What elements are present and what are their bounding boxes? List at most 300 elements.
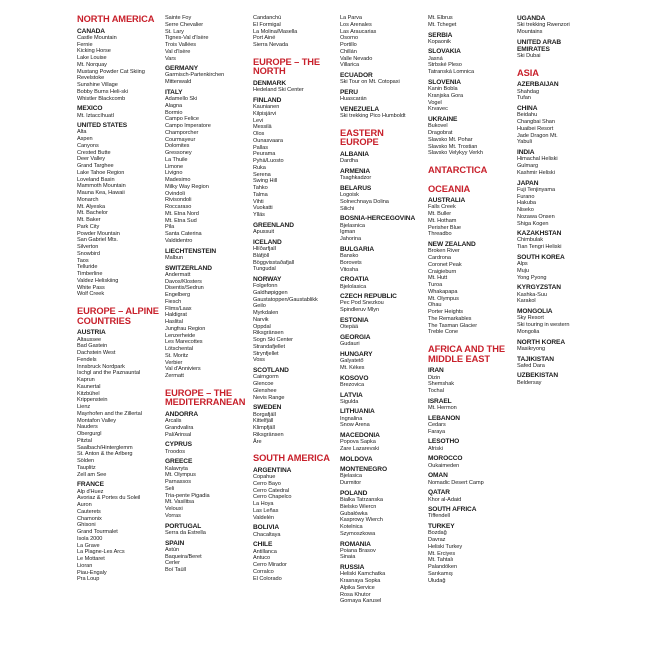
resort-name: San Gabriel Mts. (77, 237, 118, 244)
resort-name: St. Moritz (165, 352, 189, 359)
resort-name: Ski Tour on Mt. Cotopaxi (340, 79, 400, 86)
resort-name: Champorcher (165, 129, 199, 136)
resort-name: Candanchú (253, 15, 282, 21)
index-column-1 (77, 15, 161, 583)
resort-name: Levi (253, 117, 264, 124)
resort-name: Jade Dragon Mt. (517, 132, 558, 139)
resort-name: Mt. Bachelor (77, 210, 108, 217)
resort-name: Campo Imperatore (165, 123, 211, 130)
country-heading: SLOVENIA (428, 78, 461, 86)
country-heading: EMIRATES (517, 45, 550, 53)
resort-name: Mt. Iztaccíhuatl (77, 112, 114, 119)
resort-name: Glencoe (253, 381, 274, 388)
resort-name: Olos (253, 131, 265, 138)
resort-name: Coronet Peak (428, 261, 462, 268)
resort-name: Huascarán (340, 96, 367, 103)
country-heading: ITALY (165, 88, 183, 96)
resort-name: Rivisondoli (165, 197, 192, 204)
country-heading: INDIA (517, 149, 535, 157)
resort-name: Los Arenales (340, 21, 372, 28)
resort-name: Sierra Nevada (253, 42, 289, 48)
resort-name: Flims/Laax (165, 305, 192, 312)
resort-name: Logoisk (340, 192, 359, 199)
country-heading: ARMENIA (340, 168, 371, 175)
resort-name: Mountains (517, 28, 543, 35)
resort-name: Perisher Blue (428, 224, 461, 231)
resort-name: Sainte Foy (165, 15, 192, 21)
resort-name: Valdelén (253, 514, 274, 521)
resort-name: Ski trekking Pico Humboldt (340, 113, 406, 120)
resort-name: Le Mottaret (77, 556, 105, 563)
country-heading: LIECHTENSTEIN (165, 247, 217, 255)
resort-name: Riksgränsen (253, 330, 284, 337)
resort-name: Borovets (340, 259, 362, 266)
resort-name: Zermatt (165, 373, 184, 380)
resort-name: Antillanca (253, 548, 277, 555)
resort-name: Las Leñas (253, 507, 279, 514)
resort-name: Oppdal (253, 323, 271, 330)
resort-name: Boí Taüll (165, 567, 186, 574)
country-heading: BOLIVIA (253, 524, 280, 532)
resort-name: Ischgl and the Paznauntal (77, 370, 141, 377)
resort-name: Hakuba (517, 200, 536, 207)
resort-name: Villarica (340, 62, 360, 69)
resort-name: Kicking Horse (77, 48, 111, 55)
resort-name: Santa Caterina (165, 231, 202, 238)
resort-name: Zell am See (77, 471, 107, 478)
resort-name: Krasnaya Sopka (340, 578, 381, 585)
resort-name: Ounasvaara (253, 137, 283, 144)
resort-name: Durmitor (340, 480, 362, 487)
resort-name: Bielsko Wiercn (340, 503, 377, 510)
resort-name: Tiffendell (428, 513, 450, 520)
resort-name: Mt. Vasilitsa (165, 499, 195, 506)
resort-name: Nauders (77, 424, 98, 431)
resort-name: Hedeland Ski Center (253, 87, 304, 94)
resort-name: Limone (165, 163, 184, 170)
resort-name: Fendels (77, 356, 97, 363)
resort-name: Val d'Isère (165, 48, 191, 55)
resort-name: Wolf Creek (77, 291, 105, 298)
resort-name: Lioran (77, 562, 93, 569)
country-heading: MONGOLIA (517, 308, 553, 316)
resort-name: Heliski Turkey (428, 543, 463, 550)
resort-name: Heliski Kamchatka (340, 571, 386, 578)
resort-name: Bobby Burns Heli-ski (77, 88, 128, 95)
resort-name: Sigulda (340, 398, 359, 405)
resort-name: Bjelasica (340, 473, 362, 480)
resort-name: Bozdağ (428, 530, 447, 537)
resort-name: Montafon Valley (77, 417, 116, 424)
resort-name: Dragobrat (428, 130, 453, 137)
resort-name: Serre Chevalier (165, 21, 204, 28)
country-heading: CHILE (253, 541, 273, 549)
resort-name: Lake Louise (77, 55, 107, 62)
country-heading: UGANDA (517, 15, 546, 22)
resort-name: Revelstoke (77, 75, 105, 82)
resort-name: Vitosha (340, 266, 359, 273)
resort-name: Mt. Erciyes (428, 550, 456, 557)
resort-name: Åre (253, 438, 262, 445)
country-heading: MONTENEGRO (340, 466, 387, 474)
resort-name: Treble Cone (428, 329, 459, 336)
resort-name: Tahko (253, 185, 268, 192)
resort-name: Palandöken (428, 564, 458, 571)
country-heading: CHINA (517, 105, 538, 113)
resort-name: Rosa Khutor (340, 591, 371, 598)
resort-name: Galdhøpiggen (253, 289, 288, 296)
resort-name: Mt. Tahtalı (428, 557, 454, 564)
resort-name: Malbun (165, 254, 184, 261)
resort-name: Sarıkamış (428, 570, 453, 577)
country-heading: KOSOVO (340, 374, 369, 382)
country-heading: ALBANIA (340, 151, 369, 159)
resort-name: Altaussee (77, 336, 102, 343)
resort-name: Klimpfjäll (253, 425, 275, 432)
resort-name: Brezovica (340, 381, 365, 388)
resort-name: Mt. Kékes (340, 364, 365, 371)
country-heading: KAZAKHSTAN (517, 230, 562, 238)
country-heading: NORWAY (253, 276, 282, 283)
resort-name: Val d'Anniviers (165, 366, 201, 373)
resort-name: Mt. Elbrus (428, 15, 453, 21)
resort-name: Chamonix (77, 515, 102, 522)
country-heading: ESTONIA (340, 316, 369, 324)
resort-name: St. Lary (165, 28, 184, 35)
resort-name: Bad Gastein (77, 343, 108, 350)
resort-name: Alpika Service (340, 584, 375, 591)
country-heading: SLOVAKIA (428, 48, 461, 56)
resort-name: Sölden (77, 458, 95, 465)
resort-name: Huaibei Resort (517, 125, 554, 132)
resort-name: Kalavryta (165, 465, 188, 472)
resort-name: Slavsko Mt. Pohar (428, 136, 473, 143)
resort-name: Dizin (428, 374, 441, 381)
resort-name: Mt. Baker (77, 217, 101, 224)
resort-name: Antuco (253, 555, 271, 562)
resort-name: Mt. Hermon (428, 405, 457, 411)
resort-name: Adamello Ski (165, 96, 198, 103)
country-heading: QATAR (428, 489, 450, 497)
resort-name: La Grave (77, 542, 100, 549)
region-heading: EUROPE – ALPINE COUNTRIES (77, 306, 159, 326)
resort-name: Timberline (77, 271, 103, 278)
resort-name: Pec Pod Snezkou (340, 300, 384, 307)
resort-name: Niseko (517, 207, 534, 214)
resort-name: Cedars (428, 421, 446, 428)
resort-name: Canyons (77, 142, 99, 149)
resort-name: Grand Tourmalet (77, 529, 118, 536)
resort-name: Hlíðarfjall (253, 246, 276, 252)
country-heading: ICELAND (253, 238, 282, 246)
resort-name: Narvik (253, 316, 269, 323)
resort-name: Chimbulak (517, 237, 543, 244)
resort-name: Kotelnica (340, 524, 363, 530)
resort-name: Andermatt (165, 271, 191, 278)
country-heading: PERU (340, 88, 358, 96)
country-heading: ROMANIA (340, 540, 371, 548)
resort-name: Lienz (77, 404, 91, 411)
resort-name: Karakol (517, 298, 536, 305)
resort-name: Whakapapa (428, 288, 458, 295)
resort-name: Valdez Heliskiing (77, 277, 119, 284)
country-heading: ARGENTINA (253, 466, 292, 474)
resort-name: Ruka (253, 164, 266, 171)
resort-name: Kitzbühel (77, 390, 100, 397)
resort-name: Ylläs (253, 212, 265, 219)
resort-name: Dolomites (165, 143, 190, 150)
index-column-6 (517, 15, 617, 386)
resort-name: Kilpisjärvi (253, 110, 277, 117)
resort-name: Telluride (77, 264, 98, 271)
country-heading: AUSTRALIA (428, 197, 466, 205)
resort-name: Corralco (253, 568, 274, 575)
resort-name: Grand Targhee (77, 163, 114, 170)
resort-name: Courmayeur (165, 136, 196, 143)
region-heading: EASTERN EUROPE (340, 127, 384, 148)
resort-name: Gudauri (340, 341, 360, 348)
resort-name: Krvavec (428, 106, 448, 113)
resort-name: Les Marecottes (165, 339, 203, 346)
resort-name: Mongolia (517, 328, 540, 335)
resort-name: Tufan (517, 95, 531, 102)
resort-name: Mt. Hutt (428, 275, 448, 282)
country-heading: KYRGYZSTAN (517, 284, 561, 292)
resort-name: Pitztal (77, 437, 92, 444)
resort-name: Glenshee (253, 387, 277, 394)
resort-name: Silichi (340, 205, 355, 212)
resort-name: Roccaraso (165, 204, 192, 211)
resort-name: Böggvisstaðafjall (253, 259, 295, 266)
resort-name: Masikryong (517, 345, 546, 352)
resort-name: Seli (165, 485, 175, 492)
country-heading: CZECH REPUBLIC (340, 293, 397, 301)
resort-name: Broken River (428, 248, 460, 255)
region-heading: NORTH AMERICA (77, 14, 155, 24)
resort-name: Strandafjellet (253, 343, 285, 350)
resort-name: Gornaya Karusel (340, 598, 382, 605)
country-heading: SPAIN (165, 539, 185, 547)
resort-name: Voss (253, 357, 265, 364)
country-heading: FRANCE (77, 481, 104, 489)
resort-name: Peurama (253, 151, 276, 158)
resort-name: Ski touring in western (517, 322, 570, 329)
resort-name: Oukaimeden (428, 462, 460, 469)
resort-name: Threadbo (428, 231, 452, 238)
country-heading: LEBANON (428, 414, 460, 422)
resort-name: Auron (77, 502, 92, 509)
country-heading: HUNGARY (340, 350, 373, 358)
resort-name: Haldigrat (165, 312, 187, 319)
country-heading: SCOTLAND (253, 367, 289, 375)
resort-name: Ski Dubai (517, 53, 541, 60)
country-heading: NEW ZEALAND (428, 241, 476, 249)
resort-name: Changbai Shan (517, 119, 555, 126)
resort-name: Shemshak (428, 381, 455, 388)
resort-name: Nevis Range (253, 394, 285, 401)
country-heading: ECUADOR (340, 72, 373, 79)
country-heading: DENMARK (253, 79, 286, 87)
resort-name: Turoa (428, 282, 443, 289)
resort-name: Afriski (428, 445, 443, 452)
resort-name: Folgefonn (253, 283, 278, 290)
resort-name: Parnassos (165, 479, 191, 486)
resort-name: Crested Butte (77, 149, 111, 156)
resort-name: Slavsko Mt. Trostian (428, 143, 478, 150)
resort-name: La Parva (340, 15, 362, 21)
country-heading: OMAN (428, 472, 448, 480)
resort-name: Kaunertal (77, 383, 101, 390)
resort-name: Szymoszkowa (340, 530, 376, 537)
resort-name: Astún (165, 546, 180, 553)
resort-name: Mt. Olympus (428, 295, 459, 302)
resort-name: Las Araucarias (340, 28, 377, 35)
country-heading: RUSSIA (340, 564, 365, 572)
resort-name: Gaustatoppen/Gaustablikk (253, 296, 318, 303)
resort-name: Sogn Ski Center (253, 337, 293, 344)
resort-name: Slavsko Velykyy Verkh (428, 150, 483, 157)
country-heading: GREENLAND (253, 221, 294, 229)
country-heading: AUSTRIA (77, 329, 106, 337)
resort-name: Igman (340, 229, 356, 236)
resort-name: Pal/Arinsal (165, 431, 192, 438)
resort-name: Fernie (77, 41, 93, 48)
resort-name: El Colorado (253, 575, 282, 582)
resort-name: Port Ainé (253, 35, 276, 42)
country-heading: CANADA (77, 27, 105, 35)
resort-name: La Molina/Masella (253, 28, 298, 35)
region-heading: EUROPE – THE MEDITERRANEAN (165, 387, 246, 408)
resort-name: Pyhä/Luosto (253, 158, 284, 165)
resort-name: Saalbach/Hinterglemm (77, 444, 133, 451)
country-heading: AZERBAIJAN (517, 81, 559, 89)
resort-name: Popova Sapka (340, 439, 376, 446)
resort-name: Obergurgl (77, 431, 102, 438)
resort-name: Aspen (77, 136, 93, 143)
resort-name: Haslital (165, 319, 183, 326)
country-heading: BOSNIA-HERCEGOVINA (340, 215, 416, 223)
country-heading: MOROCCO (428, 455, 463, 463)
resort-name: Silverton (77, 244, 99, 251)
resort-name: Mittenwald (165, 79, 192, 86)
resort-name: Lötschental (165, 346, 194, 353)
resort-name: Poiana Brasov (340, 547, 376, 554)
region-heading: ASIA (517, 67, 539, 78)
index-column-4 (340, 15, 424, 605)
region-heading: EUROPE – THE NORTH (253, 56, 320, 77)
resort-name: El Formigal (253, 21, 281, 28)
resort-name: Piau-Engaly (77, 569, 107, 576)
country-heading: CYPRUS (165, 441, 192, 449)
resort-name: Strynfjellet (253, 350, 279, 357)
resort-name: Madesimo (165, 177, 191, 184)
resort-name: Park City (77, 223, 100, 230)
country-heading: UNITED ARAB (517, 38, 562, 46)
resort-name: Tsaghkadzor (340, 175, 372, 182)
resort-name: Tian Tengri Heliski (517, 244, 562, 251)
resort-name: Garmisch-Partenkirchen (165, 72, 225, 79)
index-column-3 (253, 15, 337, 582)
resort-name: Cairngorm (253, 374, 279, 381)
resort-name: Serena (253, 171, 271, 178)
country-heading: JAPAN (517, 179, 539, 187)
resort-name: Kopaonik (428, 38, 451, 45)
country-heading: SWEDEN (253, 404, 282, 412)
resort-name: Furano (517, 193, 535, 200)
resort-name: Tignes-Val d'Isère (165, 35, 209, 42)
country-heading: UZBEKISTAN (517, 372, 559, 380)
resort-name: Fuji Tenjinyama (517, 186, 556, 193)
resort-name: Whistler Blackcomb (77, 95, 126, 102)
resort-name: Pallas (253, 144, 268, 151)
resort-name: Avoriaz & Portes du Soleil (77, 495, 141, 502)
resort-name: Sunshine Village (77, 82, 118, 89)
resort-name: Geilo (253, 303, 266, 310)
resort-name: Mustang Powder Cat Skiing (77, 68, 145, 75)
resort-name: Khor al-Adaid (428, 496, 462, 503)
resort-name: Mt. Olympus (165, 472, 196, 479)
resort-name: Lenzerheide (165, 332, 196, 339)
resort-name: Beidahu (517, 112, 538, 119)
resort-name: Shiga Kogen (517, 220, 549, 227)
resort-name: Falls Creek (428, 204, 456, 211)
country-heading: GREECE (165, 458, 193, 466)
resort-name: Borgafjäll (253, 411, 276, 418)
resort-name: Verbier (165, 359, 183, 366)
resort-name: Davos/Klosters (165, 278, 202, 285)
country-heading: FINLAND (253, 96, 282, 104)
resort-name: Bláfjöll (253, 252, 270, 259)
resort-name: Craigieburn (428, 268, 457, 275)
country-heading: SERBIA (428, 31, 453, 39)
resort-name: Myrkdalen (253, 310, 279, 317)
resort-name: Sky Resort (517, 315, 544, 322)
resort-name: Ovindoli (165, 190, 185, 197)
resort-name: Pra Loup (77, 576, 100, 583)
resort-name: Tungudal (253, 266, 276, 273)
resort-name: La Plagne-Les Arcs (77, 549, 125, 556)
resort-name: Tria-pente Pigadia (165, 492, 210, 499)
resort-name: Deer Valley (77, 156, 105, 163)
resort-name: St. Anton & the Arlberg (77, 451, 133, 458)
country-heading: CROATIA (340, 276, 369, 284)
resort-name: Bormio (165, 109, 183, 116)
resort-name: White Pass (77, 284, 105, 291)
resort-name: Uludağ (428, 577, 446, 584)
resort-name: Gulmarg (517, 163, 539, 170)
resort-name: Alta (77, 129, 87, 136)
country-heading: TURKEY (428, 523, 455, 531)
resort-name: Vogel (428, 99, 442, 106)
country-heading: IRAN (428, 367, 444, 375)
resort-name: Dachstein West (77, 350, 116, 357)
resort-name: Mt. Etna Sud (165, 217, 197, 224)
resort-name: Mt. Norquay (77, 61, 107, 68)
region-heading: AFRICA AND THE MIDDLE EAST (428, 344, 505, 364)
country-heading: UKRAINE (428, 116, 458, 124)
resort-name: Alp d'Huez (77, 488, 104, 495)
resort-name: Yong Pyong (517, 274, 547, 281)
resort-name: Engelberg (165, 292, 191, 299)
resort-name: Alagna (165, 102, 183, 109)
resort-name: Safed Dara (517, 362, 545, 369)
country-heading: MACEDONIA (340, 432, 380, 440)
country-heading: ANDORRA (165, 411, 198, 418)
resort-name: Talma (253, 191, 268, 198)
country-heading: NORTH KOREA (517, 338, 565, 346)
resort-name: Otepää (340, 324, 359, 331)
resort-name: Innsbruck Nordpark (77, 363, 125, 370)
